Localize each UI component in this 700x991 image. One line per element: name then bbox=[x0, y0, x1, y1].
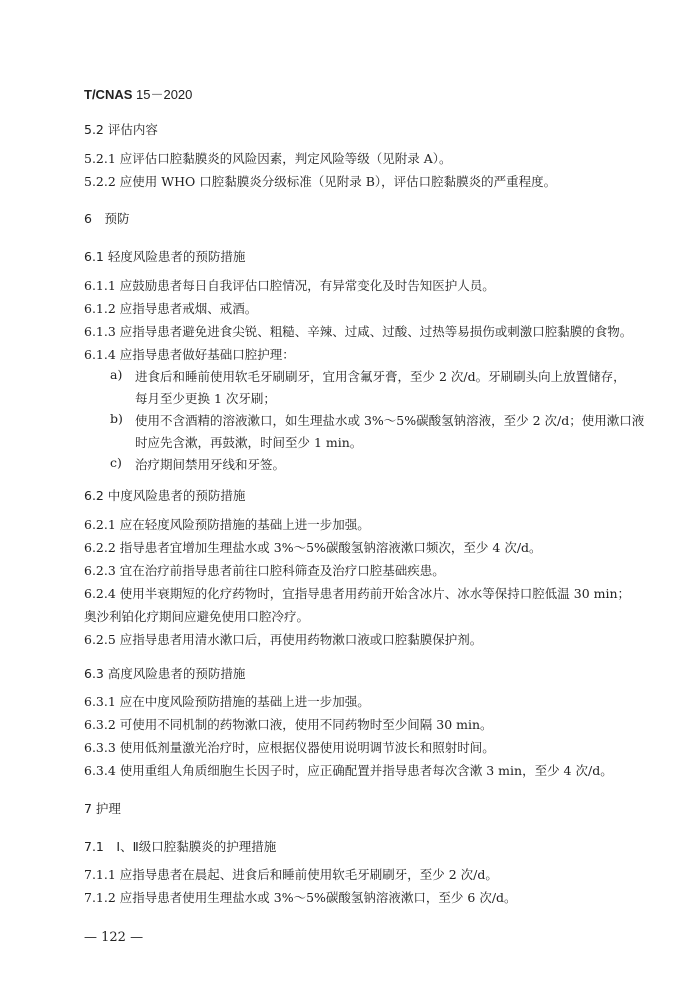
clause-6-3-3: 6.3.3 使用低剂量激光治疗时，应根据仪器使用说明调节波长和照射时间。 bbox=[84, 740, 495, 755]
section-heading-6-2: 6.2 中度风险患者的预防措施 bbox=[84, 488, 246, 503]
clause-7-1-1: 7.1.1 应指导患者在晨起、进食后和睡前使用软毛牙刷刷牙，至少 2 次/d。 bbox=[84, 867, 498, 882]
clause-6-2-3: 6.2.3 宜在治疗前指导患者前往口腔科筛查及治疗口腔基础疾患。 bbox=[84, 563, 445, 578]
list-item-a-line1: 进食后和睡前使用软毛牙刷刷牙，宜用含氟牙膏，至少 2 次/d。牙刷刷头向上放置储存， bbox=[135, 369, 626, 384]
list-marker-b: b) bbox=[110, 411, 123, 426]
clause-6-3-1: 6.3.1 应在中度风险预防措施的基础上进一步加强。 bbox=[84, 694, 370, 709]
clause-5-2-1: 5.2.1 应评估口腔黏膜炎的风险因素，判定风险等级（见附录 A）。 bbox=[84, 151, 452, 166]
list-item-a-line2: 每月至少更换 1 次牙刷； bbox=[135, 391, 276, 406]
section-heading-5-2: 5.2 评估内容 bbox=[84, 122, 158, 137]
standard-code-number: 15－2020 bbox=[132, 87, 193, 102]
page-number: — 122 — bbox=[84, 930, 144, 945]
clause-5-2-2: 5.2.2 应使用 WHO 口腔黏膜炎分级标准（见附录 B），评估口腔黏膜炎的严重程度。 bbox=[84, 174, 557, 189]
list-marker-a: a) bbox=[110, 367, 123, 382]
clause-6-3-4: 6.3.4 使用重组人角质细胞生长因子时，应正确配置并指导患者每次含漱 3 min，至少 4 次/d。 bbox=[84, 763, 613, 778]
clause-6-2-4-line1: 6.2.4 使用半衰期短的化疗药物时，宜指导患者用药前开始含冰片、冰水等保持口腔低温 30 min； bbox=[84, 586, 631, 601]
clause-6-1-3: 6.1.3 应指导患者避免进食尖锐、粗糙、辛辣、过咸、过酸、过热等易损伤或刺激口腔黏膜的食物。 bbox=[84, 324, 633, 339]
list-item-b-line1: 使用不含酒精的溶液漱口，如生理盐水或 3%～5%碳酸氢钠溶液，至少 2 次/d；使用漱口液 bbox=[135, 413, 645, 428]
clause-6-2-1: 6.2.1 应在轻度风险预防措施的基础上进一步加强。 bbox=[84, 517, 370, 532]
section-heading-7-1: 7.1 Ⅰ、Ⅱ级口腔黏膜炎的护理措施 bbox=[84, 839, 277, 854]
clause-6-2-5: 6.2.5 应指导患者用清水漱口后，再使用药物漱口液或口腔黏膜保护剂。 bbox=[84, 632, 483, 647]
clause-6-2-2: 6.2.2 指导患者宜增加生理盐水或 3%～5%碳酸氢钠溶液漱口频次，至少 4 次/d。 bbox=[84, 540, 542, 555]
section-heading-6: 6 预防 bbox=[84, 211, 130, 226]
standard-code-bold: T/CNAS bbox=[84, 87, 133, 102]
section-heading-7: 7 护理 bbox=[84, 801, 121, 816]
clause-6-3-2: 6.3.2 可使用不同机制的药物漱口液，使用不同药物时至少间隔 30 min。 bbox=[84, 717, 493, 732]
clause-7-1-2: 7.1.2 应指导患者使用生理盐水或 3%～5%碳酸氢钠溶液漱口，至少 6 次/d。 bbox=[84, 890, 517, 905]
clause-6-1-1: 6.1.1 应鼓励患者每日自我评估口腔情况，有异常变化及时告知医护人员。 bbox=[84, 278, 495, 293]
list-marker-c: c) bbox=[110, 455, 122, 470]
clause-6-2-4-line2: 奥沙利铂化疗期间应避免使用口腔冷疗。 bbox=[84, 609, 310, 624]
list-item-b-line2: 时应先含漱，再鼓漱，时间至少 1 min。 bbox=[135, 435, 363, 450]
list-item-c-line1: 治疗期间禁用牙线和牙签。 bbox=[135, 457, 286, 472]
section-heading-6-1: 6.1 轻度风险患者的预防措施 bbox=[84, 249, 246, 264]
clause-6-1-4: 6.1.4 应指导患者做好基础口腔护理： bbox=[84, 347, 295, 362]
clause-6-1-2: 6.1.2 应指导患者戒烟、戒酒。 bbox=[84, 301, 258, 316]
standard-code bbox=[84, 84, 192, 103]
section-heading-6-3: 6.3 高度风险患者的预防措施 bbox=[84, 666, 246, 681]
